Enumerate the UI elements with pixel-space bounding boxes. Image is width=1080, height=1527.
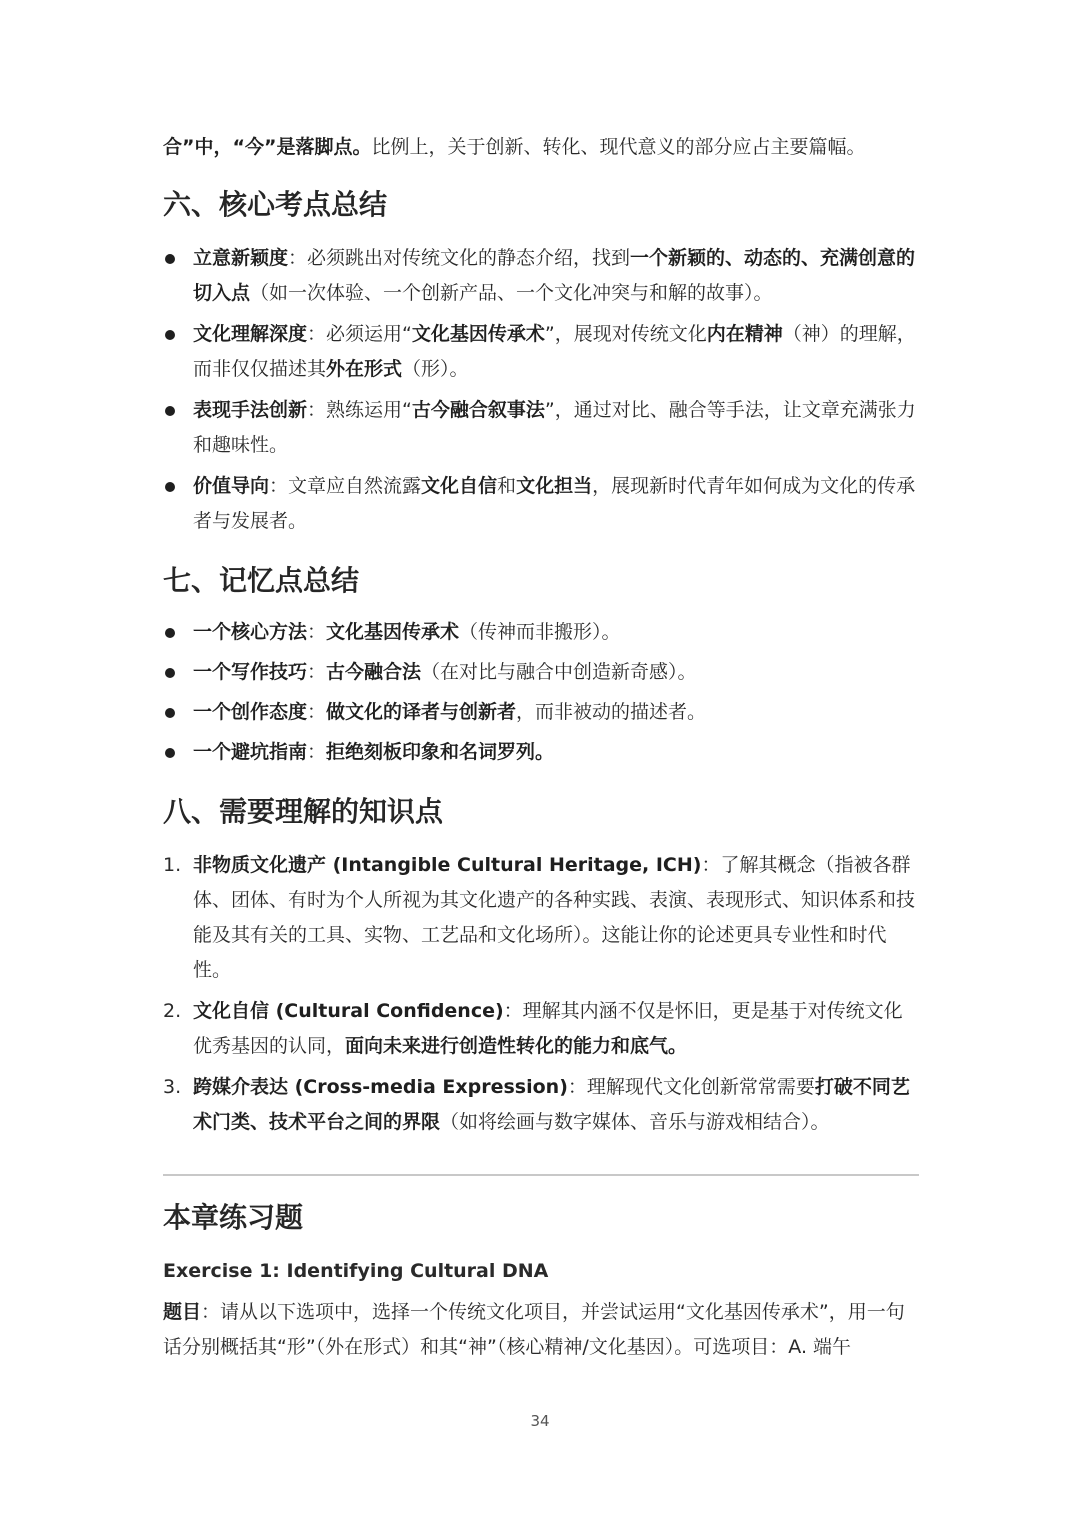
item-bold: 内在精神 [706,323,783,345]
bullet-icon [165,708,175,718]
page-number: 34 [530,1412,550,1430]
exercise-1-prompt [163,1295,919,1365]
exercise-label: 题目 [163,1301,202,1323]
item-bold: 价值导向 [193,475,270,497]
item-bold: 文化基因传承术 [411,323,545,345]
item-text: ：必须运用“ [307,323,412,345]
intro-paragraph [163,130,919,165]
section-divider [163,1174,919,1176]
item-text: ： [307,741,327,763]
item-bold: 一个避坑指南 [193,741,308,763]
item-bold: 立意新颖度 [193,247,289,269]
item-text: ：了解其概念（指被各群体、团体、有时为个人所视为其文化遗产的各种实践、表演、表现形式、知识体系和技能及其有关的工具、实物、工艺品和文化场所）。这能让你的论述更具专业性和时代性。 [193,854,916,981]
item-text: （传神而非搬形）。 [459,621,621,643]
item-text: 和 [497,475,517,497]
list-item [163,241,919,311]
item-bold: 打破不同艺术门类、技术平台之间的界限 [193,1076,910,1133]
bullet-icon [165,748,175,758]
section-7-title: 七、记忆点总结 [163,564,360,597]
bullet-icon [165,406,175,416]
section-6-title: 六、核心考点总结 [163,188,388,221]
exercise-1-title: Exercise 1: Identifying Cultural DNA [163,1260,549,1282]
section-8-list [163,848,919,1140]
item-text: ：熟练运用“ [307,399,412,421]
list-item [163,848,919,988]
list-item [163,615,919,650]
item-text: ： [307,701,327,723]
bullet-icon [165,668,175,678]
item-text: （在对比与融合中创造新奇感）。 [421,661,697,683]
list-number: 3. [163,1076,182,1098]
item-bold: 古今融合法 [326,661,422,683]
item-bold: 外在形式 [326,358,403,380]
item-text: ： [307,621,327,643]
item-bold: 一个创作态度 [193,701,308,723]
item-text: （如将绘画与数字媒体、音乐与游戏相结合）。 [440,1111,830,1133]
item-text: ”，通过对比、融合等手法，让文章充满张力和趣味性。 [193,399,916,456]
bullet-icon [165,628,175,638]
item-text: （如一次体验、一个创新产品、一个文化冲突与和解的故事）。 [250,282,773,304]
list-item [163,393,919,463]
bullet-icon [165,482,175,492]
item-text: ：必须跳出对传统文化的静态介绍，找到 [288,247,631,269]
item-text: （形）。 [402,358,469,380]
item-bold: 文化基因传承术 [326,621,460,643]
list-item [163,655,919,690]
intro-text: 比例上，关于创新、转化、现代意义的部分应占主要篇幅。 [371,136,866,158]
exercises-title: 本章练习题 [163,1201,304,1234]
list-number: 2. [163,1000,182,1022]
list-item [163,695,919,730]
item-bold: 古今融合叙事法 [411,399,545,421]
section-6-list [163,241,919,539]
item-text: ”，展现对传统文化 [544,323,707,345]
list-item [163,317,919,387]
item-bold: 表现手法创新 [193,399,308,421]
item-text: ：理解其内涵不仅是怀旧，更是基于对传统文化优秀基因的认同， [193,1000,903,1057]
item-bold: 面向未来进行创造性转化的能力和底气。 [345,1035,688,1057]
item-bold: 文化自信 (Cultural Confidence) [193,1000,504,1022]
item-bold: 文化理解深度 [193,323,308,345]
item-text: ： [307,661,327,683]
item-bold: 做文化的译者与创新者 [326,701,517,723]
item-text: ，展现新时代青年如何成为文化的传承者与发展者。 [193,475,916,532]
item-bold: 一个核心方法 [193,621,308,643]
item-text: （神）的理解，而非仅仅描述其 [193,323,916,380]
item-bold: 文化自信 [421,475,498,497]
bullet-icon [165,254,175,264]
exercise-text: ：请从以下选项中，选择一个传统文化项目，并尝试运用“文化基因传承术”，用一句话分别概括其“形”（外在形式）和其“神”（核心精神/文化基因）。可选项目：A. 端午 [163,1301,905,1358]
list-item [163,1070,919,1140]
section-7-list [163,615,919,770]
section-8-title: 八、需要理解的知识点 [163,795,444,828]
list-item [163,469,919,539]
page-content [163,130,919,1365]
list-item [163,994,919,1064]
bullet-icon [165,330,175,340]
item-bold: 跨媒介表达 (Cross-media Expression) [193,1076,568,1098]
item-text: ：理解现代文化创新常常需要 [567,1076,815,1098]
item-text: ，而非被动的描述者。 [516,701,707,723]
item-bold: 非物质文化遗产 (Intangible Cultural Heritage, ICH) [193,854,702,876]
item-bold: 一个新颖的、动态的、充满创意的切入点 [193,247,916,304]
item-bold: 一个写作技巧 [193,661,308,683]
list-item [163,735,919,770]
list-number: 1. [163,854,182,876]
item-text: ：文章应自然流露 [269,475,422,497]
item-bold: 拒绝刻板印象和名词罗列。 [326,741,555,763]
item-bold: 文化担当 [516,475,593,497]
intro-bold: 合”中，“今”是落脚点。 [163,136,372,158]
